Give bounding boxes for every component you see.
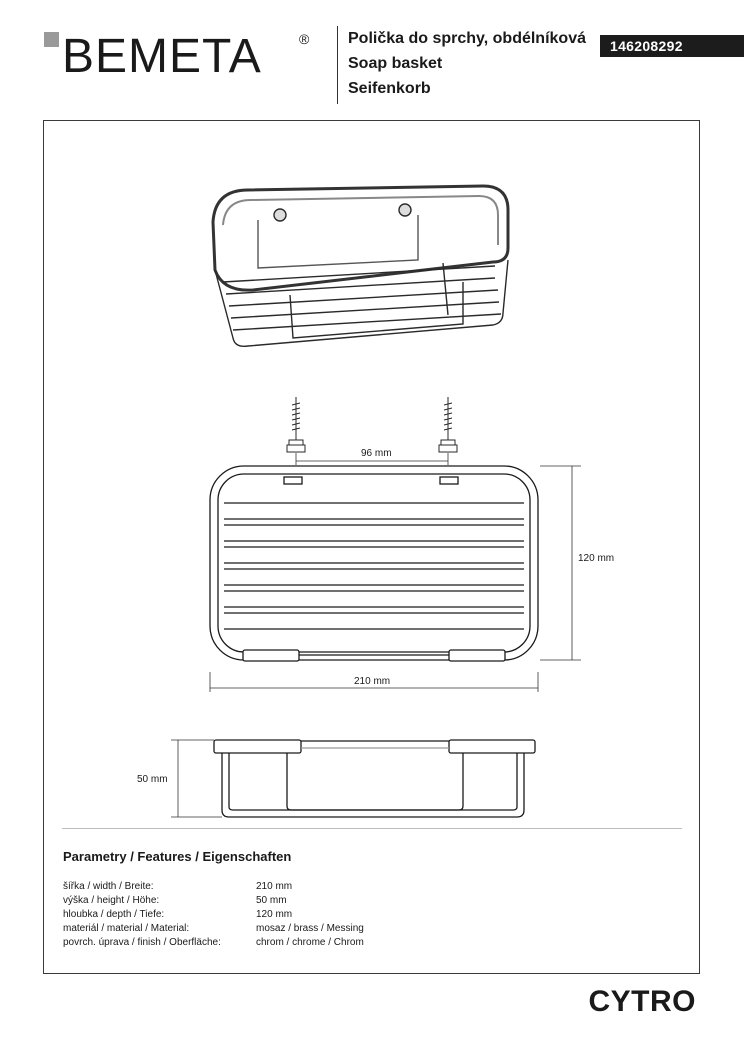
mounting-screws [287,397,457,452]
screw-right [439,397,457,452]
feature-row [63,908,364,922]
feature-value: mosaz / brass / Messing [256,923,364,934]
bemeta-logo [44,24,319,84]
title-cs: Polička do sprchy, obdélníková [348,30,586,47]
title-en: Soap basket [348,55,443,72]
feature-label: povrch. úprava / finish / Oberfläche: [63,937,221,948]
registered-mark: ® [299,31,310,47]
feature-value: 210 mm [256,881,293,892]
feature-row [63,894,364,908]
feature-label: výška / height / Höhe: [63,895,160,906]
dim-depth-label: 120 mm [578,553,615,564]
product-perspective-view [213,186,508,346]
product-side-view [214,740,535,817]
feature-label: hloubka / depth / Tiefe: [63,909,165,920]
feature-value: 50 mm [256,895,287,906]
feature-value: 120 mm [256,909,293,920]
feature-label: šířka / width / Breite: [63,881,154,892]
technical-drawing [43,120,700,830]
dim-height-label: 50 mm [137,774,168,785]
dim-width-label: 210 mm [354,676,391,687]
series-name: CYTRO [588,985,696,1018]
features-title: Parametry / Features / Eigenschaften [63,849,292,864]
screw-left [287,397,305,452]
title-de: Seifenkorb [348,80,431,97]
feature-row [63,922,364,936]
dimension-depth [540,466,581,660]
product-titles [348,26,586,101]
dim-mounting-label: 96 mm [361,448,392,459]
brand-name: BEMETA [62,30,262,83]
feature-value: chrom / chrome / Chrom [256,937,364,948]
feature-label: materiál / material / Material: [63,923,190,934]
product-top-view [210,466,538,661]
product-code: 146208292 [600,35,744,57]
feature-row [63,936,364,950]
features-table [63,880,364,950]
feature-row [63,880,364,894]
features-divider [62,828,682,829]
header-divider [337,26,338,104]
